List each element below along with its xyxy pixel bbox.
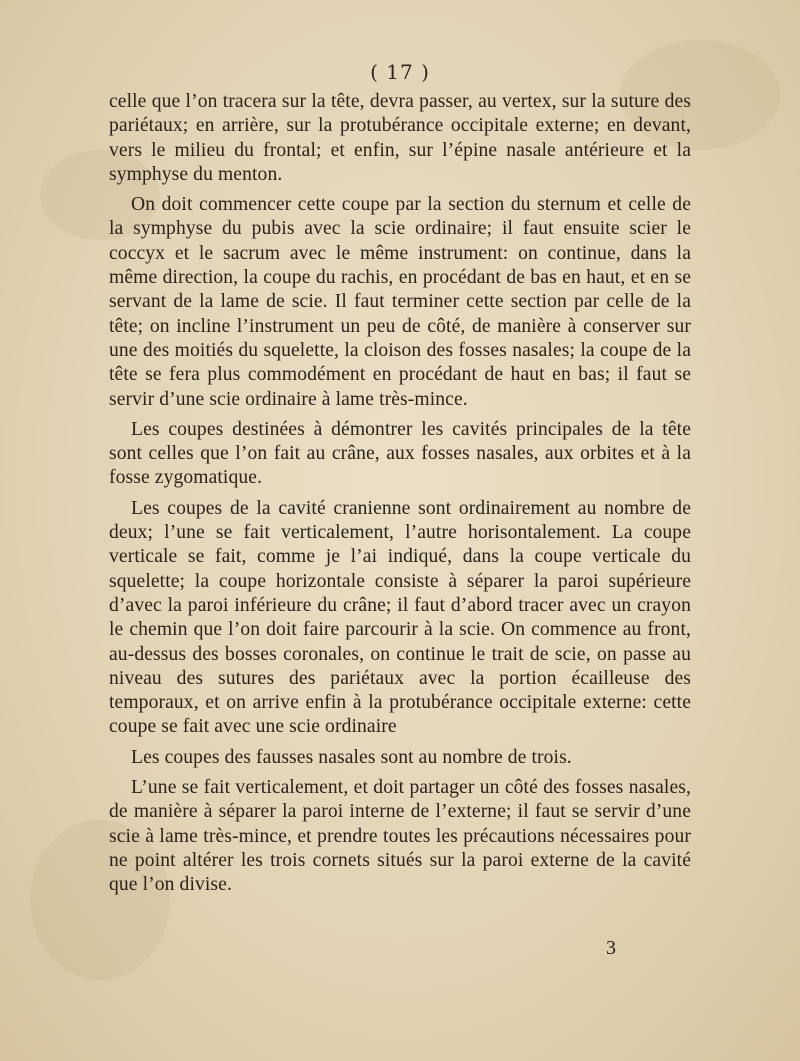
paragraph-head-cavities: Les coupes destinées à démontrer les cavités principales de la tête sont celles que l’on fait au crâne, aux fosses nasales, aux orbites et à la fosse zygomatique. bbox=[109, 418, 691, 489]
paragraph-nasal-cuts: Les coupes des fausses nasales sont au nombre de trois. bbox=[131, 746, 572, 768]
paragraph-vertical-cut: L’une se fait verticalement, et doit partager un côté des fosses nasales, de manière à séparer la paroi interne de l’externe; il faut se servir d’une scie à lame très-mince, et prendre toutes les précautions nécessaires pour ne point altérer les trois cornets situés sur la paroi externe de la cavité que l’on divise. bbox=[109, 777, 691, 896]
page-number: ( 17 ) bbox=[370, 60, 430, 84]
paragraph-continuation: celle que l’on tracera sur la tête, devra passer, au vertex, sur la suture des pariétaux; en arrière, sur la protubérance occipitale externe; en devant, vers le milieu du frontal; et enfin, sur l’épine nasale antérieure et la symphyse du menton. bbox=[109, 91, 691, 185]
paragraph-cranial-cavity: Les coupes de la cavité cranienne sont ordinairement au nombre de deux; l’une se fait verticalement, l’autre horisontalement. La coupe verticale se fait, comme je l’ai indiqué, dans la coupe verticale du squelette; la coupe horizontale consiste à séparer la paroi supérieure d’avec la paroi inférieure du crâne; il faut d’abord tracer avec un crayon le chemin que l’on doit faire parcourir à la scie. On commence au front, au-dessus des bosses coronales, on continue le trait de scie, on passe au niveau des sutures des pariétaux avec la portion écailleuse des temporaux, et on arrive enfin à la protubérance occipitale externe: cette coupe se fait avec une scie ordinaire bbox=[109, 497, 691, 738]
body-text bbox=[109, 90, 691, 904]
paragraph-sternum-cut: On doit commencer cette coupe par la section du sternum et celle de la symphyse du pubis avec la scie ordinaire; il faut ensuite scier le coccyx et le sacrum avec le même instrument: on continue, dans la même direction, la coupe du rachis, en procédant de bas en haut, et en se servant de la lame de scie. Il faut terminer cette section par celle de la tête; on incline l’instrument un peu de côté, de manière à conserver sur une des moitiés du squelette, la cloison des fosses nasales; la coupe de la tête se fera plus commodément en procédant de haut en bas; il faut se servir d’une scie ordinaire à lame très-mince. bbox=[109, 194, 691, 410]
signature-mark: 3 bbox=[606, 937, 616, 959]
